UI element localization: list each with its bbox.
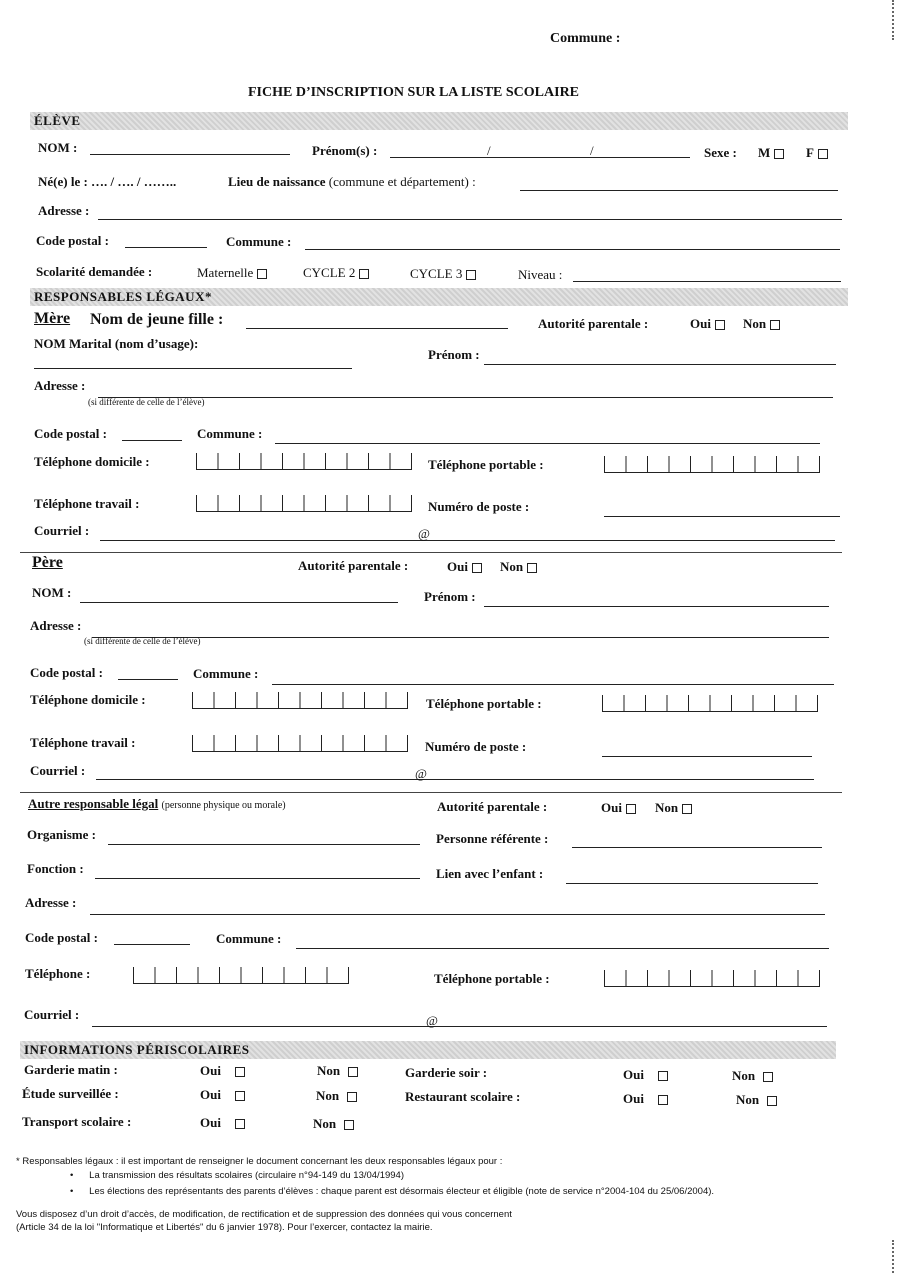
pere-commune-field[interactable] xyxy=(272,684,834,685)
scan-edge xyxy=(892,1240,896,1273)
mere-autorite-oui[interactable]: Oui xyxy=(690,316,725,332)
transport-label: Transport scolaire : xyxy=(22,1114,132,1129)
footer-bullet-2: • Les élections des représentants des parents d’élèves : chaque parent est désormais électeur et éligible (note de service n°2004-104 du 25/06/2004). xyxy=(70,1186,715,1197)
mere-tel-dom-field[interactable] xyxy=(196,453,412,470)
eleve-adresse-field[interactable] xyxy=(98,219,842,220)
checkbox-icon[interactable] xyxy=(527,563,537,573)
eleve-commune-field[interactable] xyxy=(305,249,840,250)
pere-at-sign: @ xyxy=(415,766,427,781)
mere-commune-label: Commune : xyxy=(197,426,263,441)
mere-title: Mère xyxy=(34,310,71,327)
restaurant-non[interactable]: Non xyxy=(736,1092,777,1108)
fonction-field[interactable] xyxy=(95,878,420,879)
fonction-label: Fonction : xyxy=(27,861,84,876)
mere-courriel-field[interactable] xyxy=(100,540,835,541)
checkbox-icon[interactable] xyxy=(359,269,369,279)
mere-at-sign: @ xyxy=(418,526,430,541)
garderie-matin-label: Garderie matin : xyxy=(24,1062,118,1077)
section-responsables: RESPONSABLES LÉGAUX* xyxy=(30,288,848,306)
autre-courriel-label: Courriel : xyxy=(24,1007,80,1022)
cycle2-option[interactable]: CYCLE 2 xyxy=(303,265,369,281)
ne-le-label: Né(e) le : …. / …. / …….. xyxy=(38,174,177,189)
mere-autorite-non[interactable]: Non xyxy=(743,316,780,332)
autre-autorite-non[interactable]: Non xyxy=(655,800,692,816)
checkbox-icon[interactable] xyxy=(344,1120,354,1130)
mere-cp-label: Code postal : xyxy=(34,426,107,441)
eleve-nom-field[interactable] xyxy=(90,154,290,155)
mere-commune-field[interactable] xyxy=(275,443,820,444)
eleve-adresse-label: Adresse : xyxy=(38,203,90,218)
pere-autorite-label: Autorité parentale : xyxy=(298,558,409,573)
slash-1: / xyxy=(487,143,491,158)
etude-oui[interactable]: Oui xyxy=(200,1087,245,1103)
pere-autorite-oui[interactable]: Oui xyxy=(447,559,482,575)
niveau-label: Niveau : xyxy=(518,267,563,282)
checkbox-icon[interactable] xyxy=(235,1091,245,1101)
mere-tel-dom-label: Téléphone domicile : xyxy=(34,454,150,469)
checkbox-icon[interactable] xyxy=(715,320,725,330)
sexe-m[interactable]: M xyxy=(758,145,784,161)
garderie-soir-non[interactable]: Non xyxy=(732,1068,773,1084)
eleve-prenoms-label: Prénom(s) : xyxy=(312,143,378,158)
section-eleve: ÉLÈVE xyxy=(30,112,848,130)
footer-rights-2: (Article 34 de la loi "Informatique et Libertés" du 6 janvier 1978). Pour l’exercer, contactez la mairie. xyxy=(16,1222,433,1233)
autre-courriel-field[interactable] xyxy=(92,1026,827,1027)
etude-non[interactable]: Non xyxy=(316,1088,357,1104)
page-title: FICHE D’INSCRIPTION SUR LA LISTE SCOLAIRE xyxy=(248,85,580,100)
restaurant-label: Restaurant scolaire : xyxy=(405,1089,521,1104)
mere-adresse-note: (si différente de celle de l’élève) xyxy=(88,397,205,407)
niveau-field[interactable] xyxy=(573,281,841,282)
personne-ref-field[interactable] xyxy=(572,847,822,848)
scan-edge xyxy=(892,0,896,40)
autre-commune-label: Commune : xyxy=(216,931,282,946)
section-periscolaire: INFORMATIONS PÉRISCOLAIRES xyxy=(20,1041,836,1059)
footer-bullet-1: • La transmission des résultats scolaires (circulaire n°94-149 du 13/04/1994) xyxy=(70,1170,404,1181)
eleve-commune-label: Commune : xyxy=(226,234,292,249)
pere-tel-dom-field[interactable] xyxy=(192,692,408,709)
mere-prenom-label: Prénom : xyxy=(428,347,480,362)
lien-label: Lien avec l’enfant : xyxy=(436,866,544,881)
garderie-matin-non[interactable]: Non xyxy=(317,1063,358,1079)
autre-commune-field[interactable] xyxy=(296,948,829,949)
pere-adresse-field[interactable] xyxy=(92,637,829,638)
autre-at-sign: @ xyxy=(426,1013,438,1028)
garderie-soir-oui[interactable]: Oui xyxy=(623,1067,668,1083)
checkbox-icon[interactable] xyxy=(472,563,482,573)
pere-courriel-field[interactable] xyxy=(96,779,814,780)
footer-note: * Responsables légaux : il est important de renseigner le document concernant les deux responsables légaux pour : xyxy=(16,1156,503,1167)
checkbox-icon[interactable] xyxy=(767,1096,777,1106)
mere-nom-marital-label: NOM Marital (nom d’usage): xyxy=(34,336,199,351)
pere-nom-field[interactable] xyxy=(80,602,398,603)
garderie-soir-label: Garderie soir : xyxy=(405,1065,488,1080)
mere-prenom-field[interactable] xyxy=(484,364,836,365)
mere-adresse-label: Adresse : xyxy=(34,378,86,393)
eleve-nom-label: NOM : xyxy=(38,140,78,155)
pere-autorite-non[interactable]: Non xyxy=(500,559,537,575)
organisme-label: Organisme : xyxy=(27,827,96,842)
sexe-label: Sexe : xyxy=(704,145,737,160)
mere-tel-trav-field[interactable] xyxy=(196,495,412,512)
mere-poste-field[interactable] xyxy=(604,516,840,517)
checkbox-icon[interactable] xyxy=(347,1092,357,1102)
checkbox-icon[interactable] xyxy=(658,1071,668,1081)
mere-courriel-label: Courriel : xyxy=(34,523,90,538)
checkbox-icon[interactable] xyxy=(770,320,780,330)
pere-tel-port-label: Téléphone portable : xyxy=(426,696,542,711)
pere-nom-label: NOM : xyxy=(32,585,72,600)
mere-tel-trav-label: Téléphone travail : xyxy=(34,496,140,511)
pere-poste-field[interactable] xyxy=(602,756,812,757)
lieu-naissance-field[interactable] xyxy=(520,190,838,191)
mere-tel-port-field[interactable] xyxy=(604,456,820,473)
pere-cp-field[interactable] xyxy=(118,679,178,680)
eleve-cp-field[interactable] xyxy=(125,247,207,248)
divider xyxy=(20,552,842,553)
cycle3-option[interactable]: CYCLE 3 xyxy=(410,266,476,282)
transport-non[interactable]: Non xyxy=(313,1116,354,1132)
organisme-field[interactable] xyxy=(108,844,420,845)
checkbox-icon[interactable] xyxy=(626,804,636,814)
mere-poste-label: Numéro de poste : xyxy=(428,499,530,514)
checkbox-icon[interactable] xyxy=(818,149,828,159)
pere-commune-label: Commune : xyxy=(193,666,259,681)
checkbox-icon[interactable] xyxy=(763,1072,773,1082)
mere-adresse-field[interactable] xyxy=(98,397,833,398)
autre-autorite-label: Autorité parentale : xyxy=(437,799,548,814)
mere-jeune-fille-label: Nom de jeune fille : xyxy=(90,311,224,328)
checkbox-icon[interactable] xyxy=(257,269,267,279)
checkbox-icon[interactable] xyxy=(774,149,784,159)
autre-adresse-field[interactable] xyxy=(90,914,825,915)
autre-autorite-oui[interactable]: Oui xyxy=(601,800,636,816)
autre-adresse-label: Adresse : xyxy=(25,895,77,910)
pere-tel-port-field[interactable] xyxy=(602,695,818,712)
checkbox-icon[interactable] xyxy=(466,270,476,280)
autre-tel-label: Téléphone : xyxy=(25,966,91,981)
sexe-f[interactable]: F xyxy=(806,145,828,161)
pere-title: Père xyxy=(32,554,63,571)
autre-cp-field[interactable] xyxy=(114,944,190,945)
pere-tel-trav-label: Téléphone travail : xyxy=(30,735,136,750)
pere-tel-dom-label: Téléphone domicile : xyxy=(30,692,146,707)
pere-cp-label: Code postal : xyxy=(30,665,103,680)
pere-tel-trav-field[interactable] xyxy=(192,735,408,752)
lieu-naissance-label: Lieu de naissance (commune et département) : xyxy=(228,174,476,189)
scolarite-label: Scolarité demandée : xyxy=(36,264,153,279)
checkbox-icon[interactable] xyxy=(235,1119,245,1129)
divider xyxy=(20,792,842,793)
autre-tel-field[interactable] xyxy=(133,967,349,984)
slash-2: / xyxy=(590,143,594,158)
checkbox-icon[interactable] xyxy=(658,1095,668,1105)
checkbox-icon[interactable] xyxy=(235,1067,245,1077)
autre-tel-port-field[interactable] xyxy=(604,970,820,987)
eleve-prenoms-field[interactable] xyxy=(390,157,690,158)
transport-oui[interactable]: Oui xyxy=(200,1115,245,1131)
lien-field[interactable] xyxy=(566,883,818,884)
etude-label: Étude surveillée : xyxy=(22,1086,119,1101)
pere-adresse-note: (si différente de celle de l’élève) xyxy=(84,636,201,646)
pere-adresse-label: Adresse : xyxy=(30,618,82,633)
eleve-cp-label: Code postal : xyxy=(36,233,109,248)
maternelle-option[interactable]: Maternelle xyxy=(197,265,267,281)
checkbox-icon[interactable] xyxy=(682,804,692,814)
garderie-matin-oui[interactable]: Oui xyxy=(200,1063,245,1079)
pere-poste-label: Numéro de poste : xyxy=(425,739,527,754)
commune-label: Commune : xyxy=(550,31,621,46)
mere-jeune-fille-field[interactable] xyxy=(246,328,508,329)
pere-prenom-label: Prénom : xyxy=(424,589,476,604)
pere-courriel-label: Courriel : xyxy=(30,763,86,778)
autre-title: Autre responsable légal (personne physique ou morale) xyxy=(28,796,286,811)
pere-prenom-field[interactable] xyxy=(484,606,829,607)
checkbox-icon[interactable] xyxy=(348,1067,358,1077)
mere-cp-field[interactable] xyxy=(122,440,182,441)
footer-rights-1: Vous disposez d’un droit d’accès, de modification, de rectification et de suppression des données qui vous concernent xyxy=(16,1209,512,1220)
restaurant-oui[interactable]: Oui xyxy=(623,1091,668,1107)
autre-tel-port-label: Téléphone portable : xyxy=(434,971,550,986)
personne-ref-label: Personne référente : xyxy=(436,831,549,846)
mere-autorite-label: Autorité parentale : xyxy=(538,316,649,331)
autre-cp-label: Code postal : xyxy=(25,930,98,945)
mere-nom-marital-field[interactable] xyxy=(34,368,352,369)
mere-tel-port-label: Téléphone portable : xyxy=(428,457,544,472)
